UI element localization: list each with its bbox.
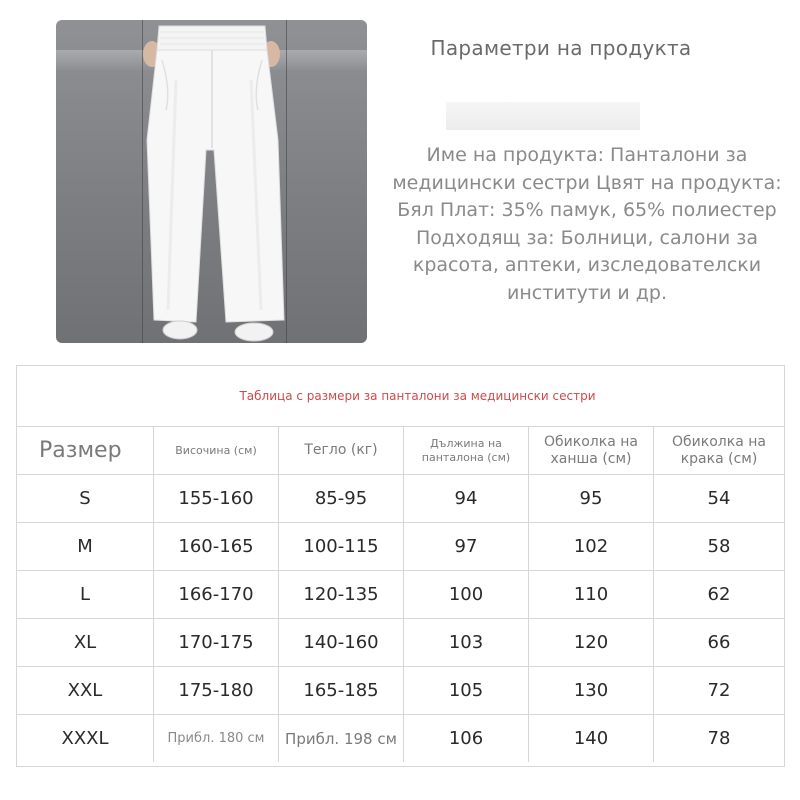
cell-weight: 85-95: [278, 474, 403, 522]
cell-size: M: [17, 522, 153, 570]
cell-height: 155-160: [153, 474, 278, 522]
cell-weight: 120-135: [278, 570, 403, 618]
cell-height: Прибл. 180 см: [153, 714, 278, 762]
header-waist: Обиколка на ханша (см): [528, 426, 653, 474]
params-title: Параметри на продукта: [430, 36, 692, 60]
cell-size: XXL: [17, 666, 153, 714]
cell-waist: 110: [528, 570, 653, 618]
cell-waist: 140: [528, 714, 653, 762]
product-photo: [56, 20, 367, 343]
header-size: Размер: [17, 426, 153, 474]
cell-leg: 72: [653, 666, 784, 714]
cell-waist: 95: [528, 474, 653, 522]
cell-weight: 100-115: [278, 522, 403, 570]
cell-leg: 54: [653, 474, 784, 522]
cell-leg: 78: [653, 714, 784, 762]
cell-leg: 66: [653, 618, 784, 666]
cell-length: 106: [403, 714, 528, 762]
header-length: Дължина на панталона (см): [403, 426, 528, 474]
cell-size: L: [17, 570, 153, 618]
cell-size: XL: [17, 618, 153, 666]
header-weight: Тегло (кг): [278, 426, 403, 474]
cell-waist: 102: [528, 522, 653, 570]
cell-length: 105: [403, 666, 528, 714]
cell-weight: 165-185: [278, 666, 403, 714]
cell-height: 175-180: [153, 666, 278, 714]
cell-size: XXXL: [17, 714, 153, 762]
cell-height: 160-165: [153, 522, 278, 570]
cell-leg: 58: [653, 522, 784, 570]
size-table: [16, 365, 785, 767]
cell-weight: 140-160: [278, 618, 403, 666]
cell-waist: 130: [528, 666, 653, 714]
header-leg: Обиколка на крака (см): [653, 426, 784, 474]
title-divider: [446, 102, 640, 130]
cell-length: 103: [403, 618, 528, 666]
header-height: Височина (см): [153, 426, 278, 474]
cell-height: 166-170: [153, 570, 278, 618]
cell-height: 170-175: [153, 618, 278, 666]
white-pants-illustration: [56, 20, 367, 343]
cell-size: S: [17, 474, 153, 522]
cell-length: 94: [403, 474, 528, 522]
size-grid: [17, 426, 784, 762]
cell-length: 97: [403, 522, 528, 570]
cell-weight: Прибл. 198 см: [278, 714, 403, 762]
cell-leg: 62: [653, 570, 784, 618]
params-description: Име на продукта: Панталони за медицински сестри Цвят на продукта: Бял Плат: 35% памук, 65% полиестер Подходящ за: Болници, салони за красота, аптеки, изследователски институти и др.: [392, 144, 782, 304]
cell-waist: 120: [528, 618, 653, 666]
cell-length: 100: [403, 570, 528, 618]
table-caption: Таблица с размери за панталони за медицински сестри: [239, 389, 596, 403]
